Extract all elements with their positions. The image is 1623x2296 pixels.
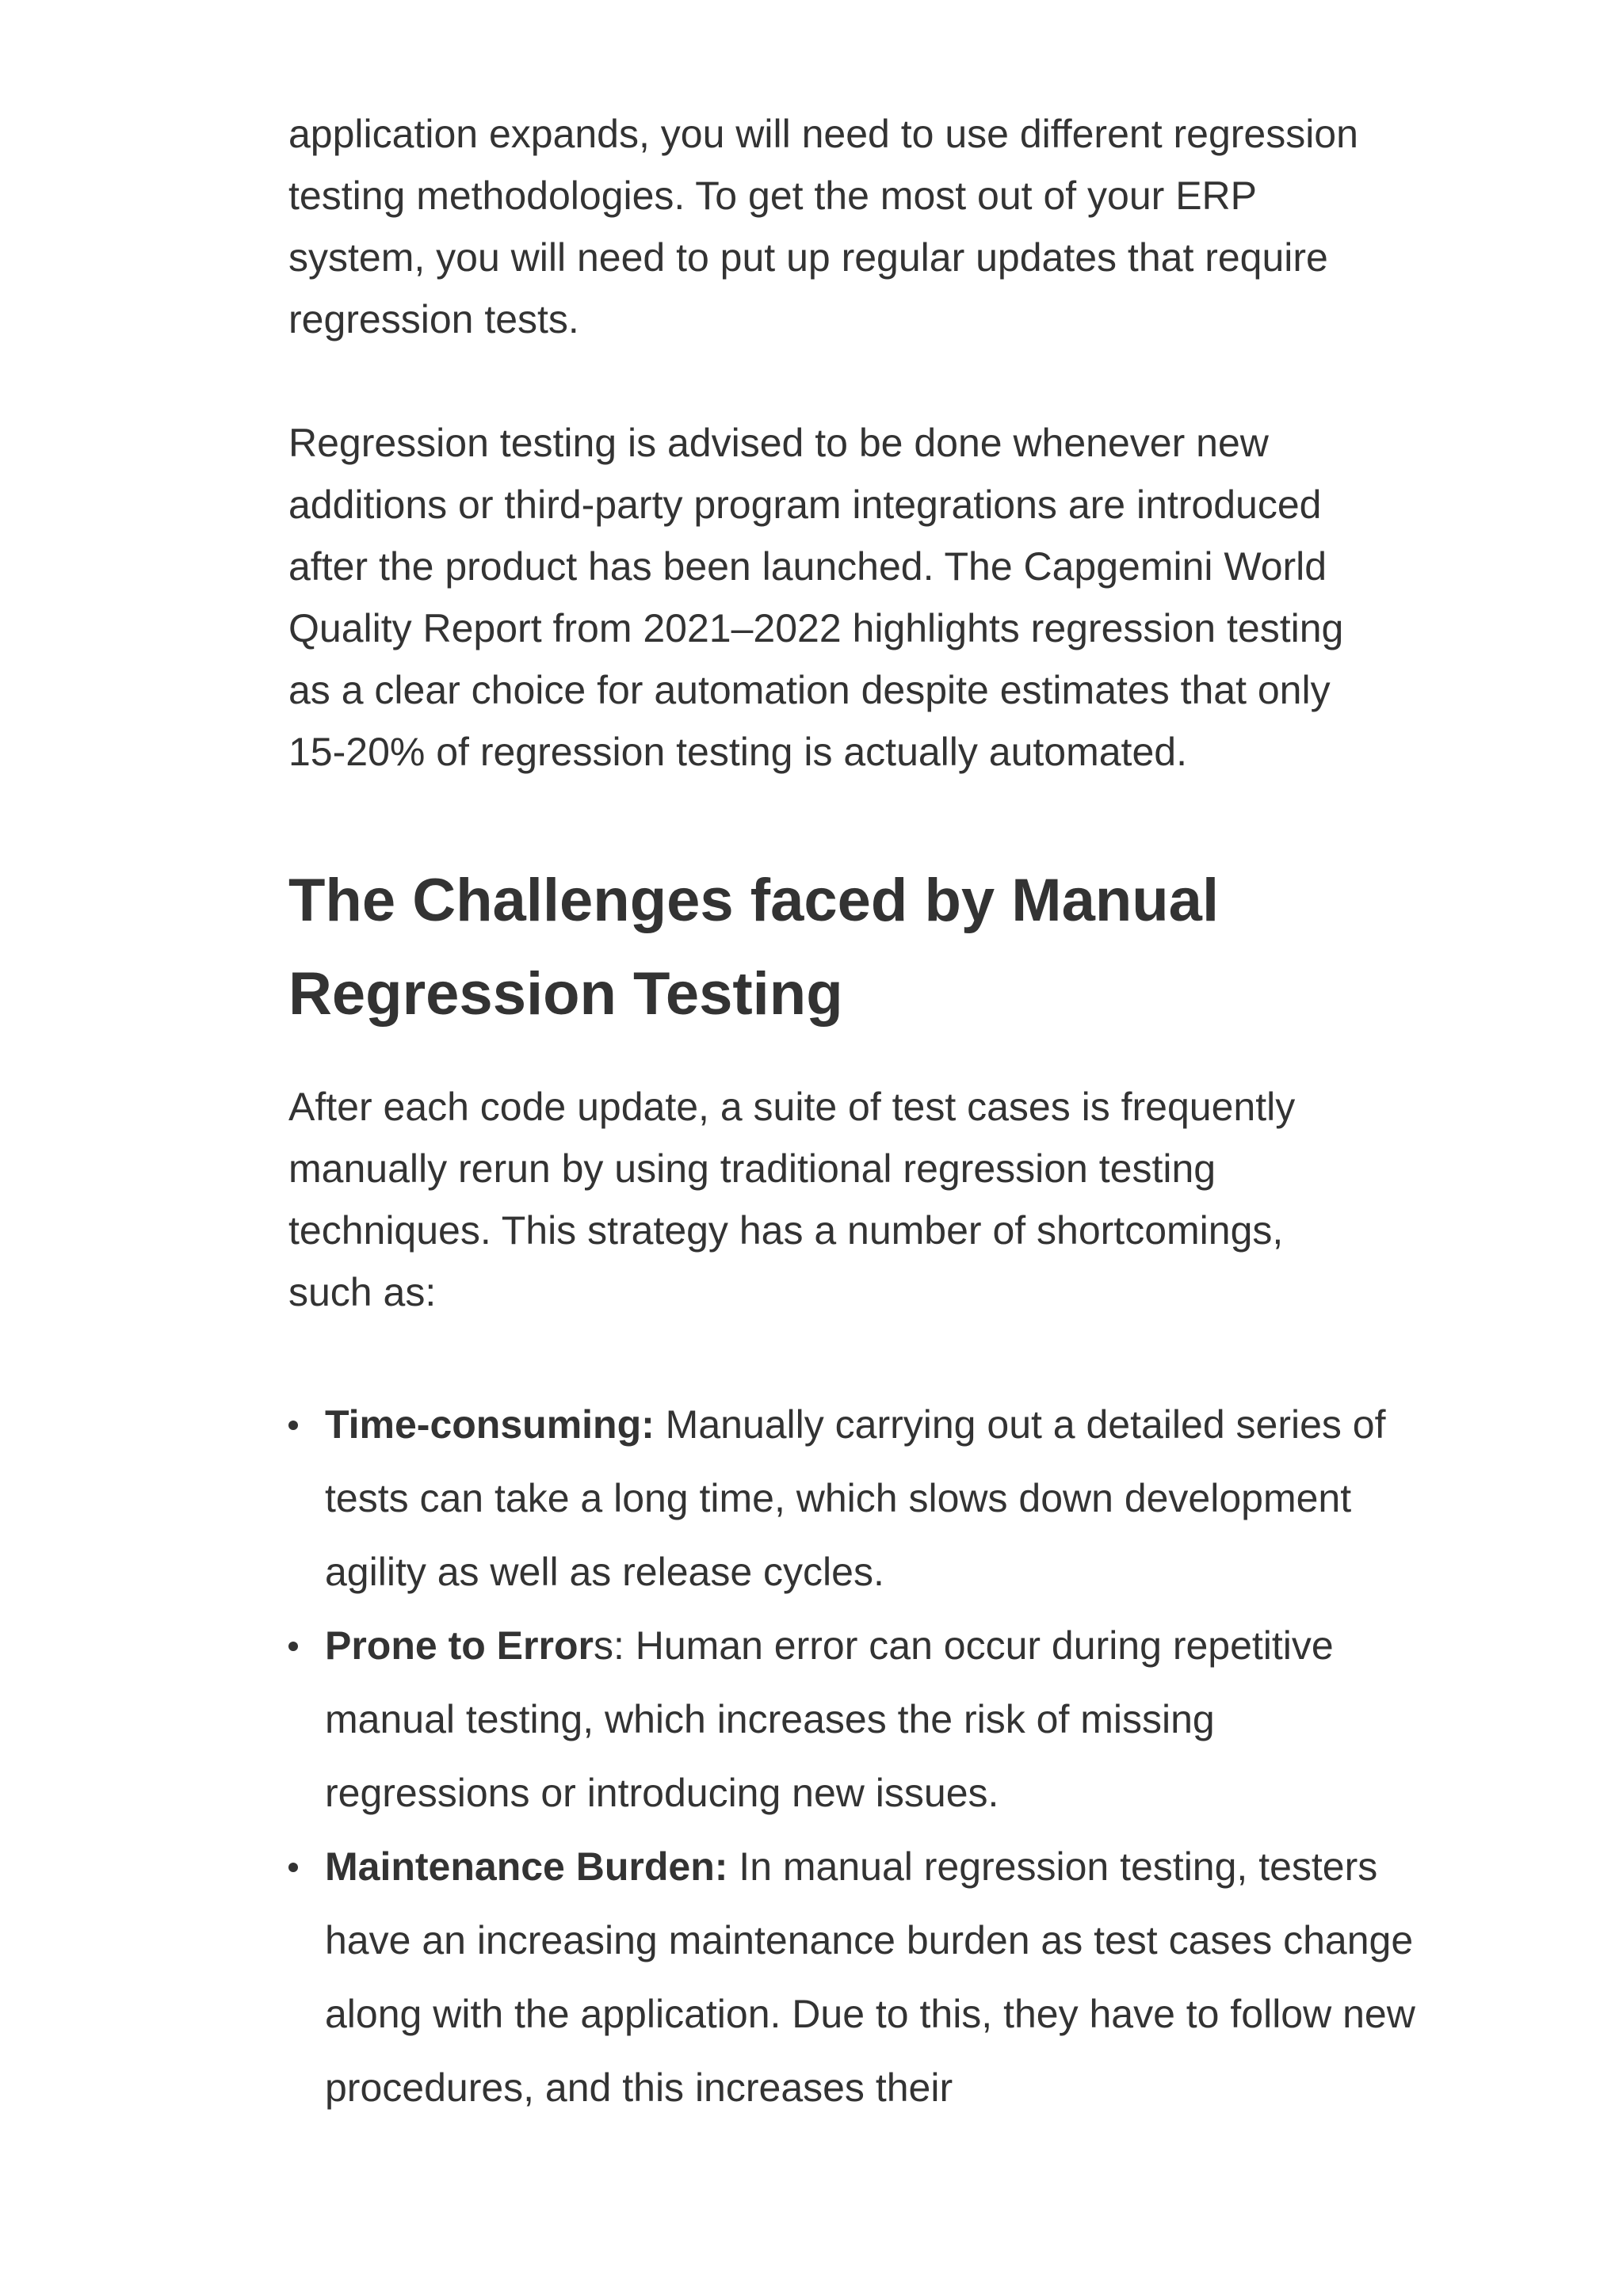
bullet-term-tail: s xyxy=(593,1623,613,1668)
paragraph-intro: After each code update, a suite of test cases is frequently manually rerun by using traditional regression testing techniques. This strategy has a number of shortcomings, such as: xyxy=(288,1085,1296,1314)
bullet-term: Prone to Error xyxy=(325,1623,594,1668)
bullet-dot-icon xyxy=(288,1863,298,1872)
bullet-dot-icon xyxy=(288,1642,298,1651)
list-item-time-consuming xyxy=(288,1388,1428,1609)
paragraph-capgemini-report: Regression testing is advised to be done whenever new additions or third-party program integrations are introduced after the product has been launched. The Capgemini World Quality Report from 2021–2022 highlights regression testing as a clear choice for automation despite estimates that only 15-20% of regression testing is actually automated. xyxy=(288,421,1344,774)
bullet-dot-icon xyxy=(288,1421,298,1430)
bullet-text: In manual regression testing, testers have an increasing maintenance burden as test cases change along with the application. Due to this, they have to follow new procedures, and this increases their xyxy=(325,1844,1415,2110)
list-item-prone-to-errors xyxy=(288,1609,1428,1830)
article-body xyxy=(288,103,1415,2125)
section-heading: The Challenges faced by Manual Regression Testing xyxy=(288,867,1220,1028)
bullet-term: Time-consuming: xyxy=(325,1402,655,1447)
bullet-text: : Human error can occur during repetitive manual testing, which increases the risk of missing regressions or introducing new issues. xyxy=(325,1623,1334,1815)
paragraph-erp-updates: application expands, you will need to use different regression testing methodologies. To get the most out of your ERP system, you will need to put up regular updates that require regression tests. xyxy=(288,112,1358,341)
bullet-term: Maintenance Burden: xyxy=(325,1844,728,1889)
challenges-list xyxy=(288,1388,1415,2125)
list-item-maintenance-burden xyxy=(288,1830,1428,2125)
bullet-text: Manually carrying out a detailed series of tests can take a long time, which slows down development agility as well as release cycles. xyxy=(325,1402,1386,1594)
